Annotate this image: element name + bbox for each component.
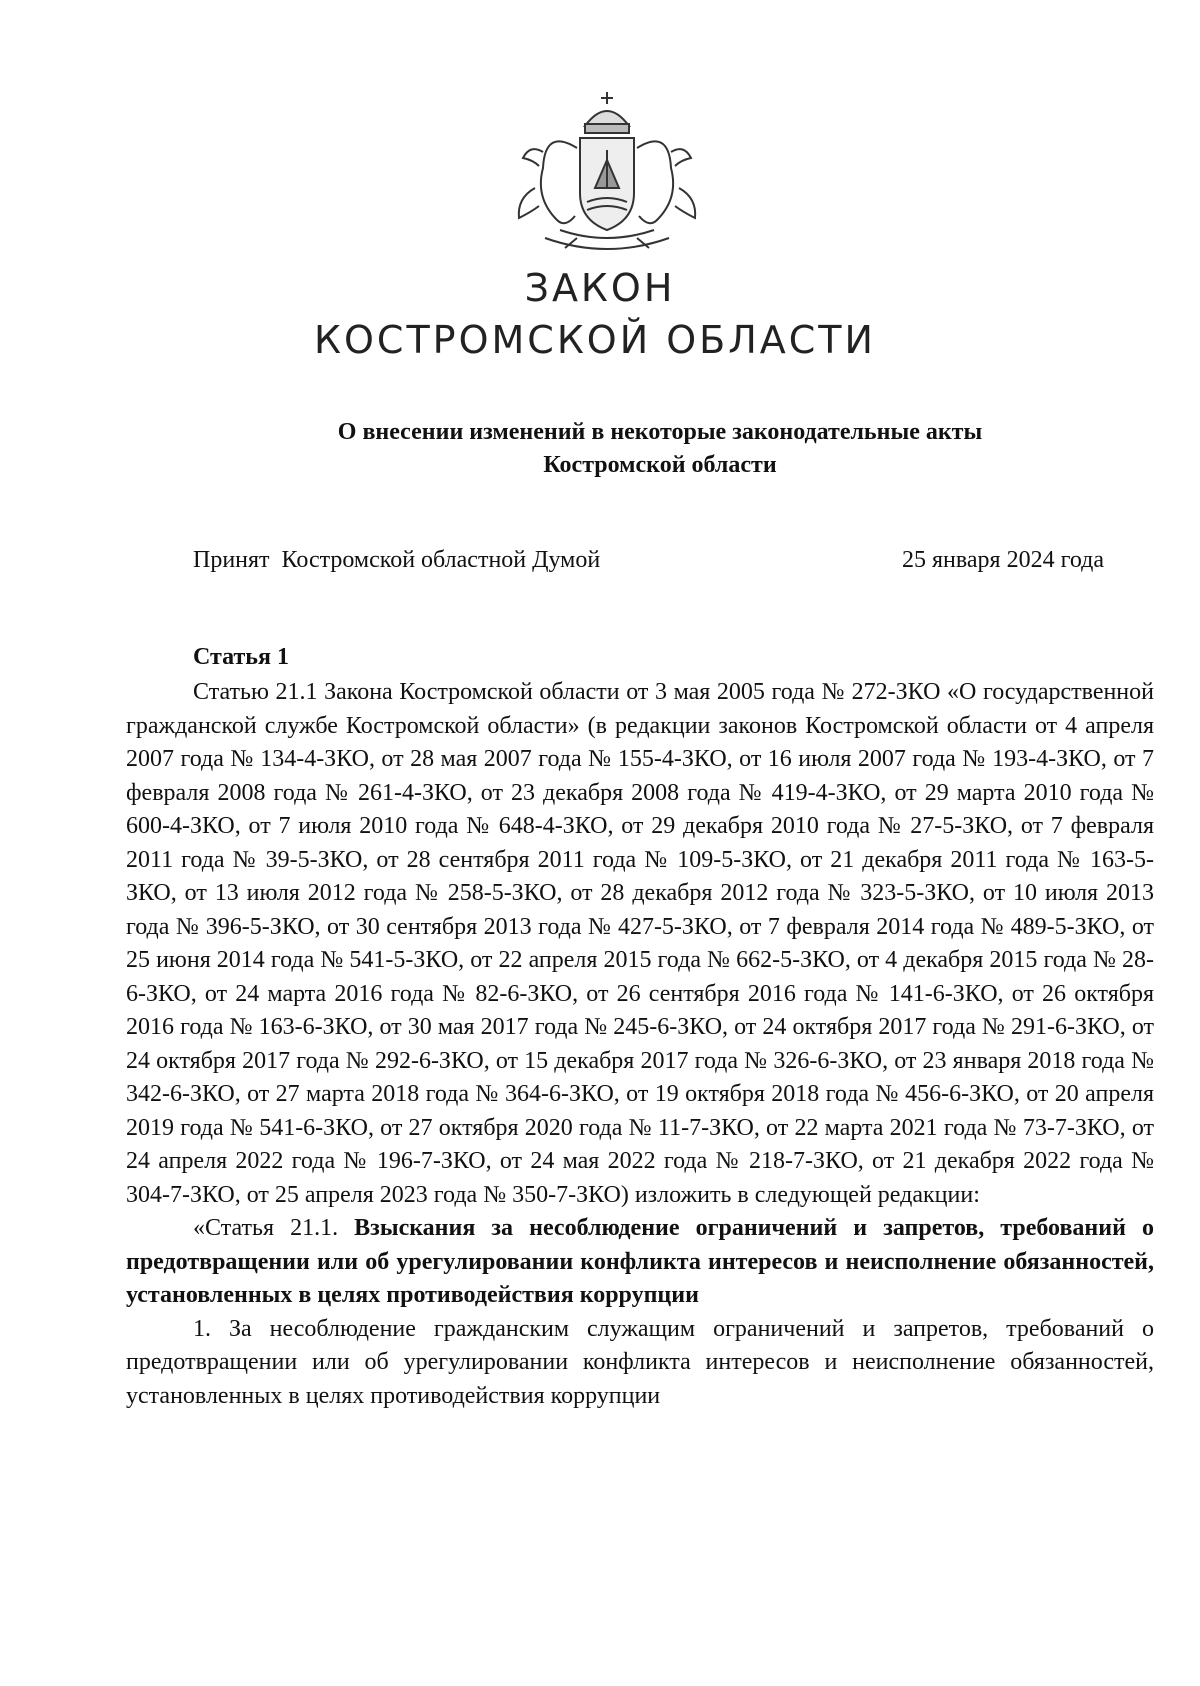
new-article-prefix: «Статья 21.1. bbox=[193, 1215, 355, 1241]
clause-paragraph: 1. За несоблюдение гражданским служащим ограничений и запретов, требований о предотвращении или об урегулировании конфликта интересов и неисполнение обязанностей, установленных в целях противодействия коррупции bbox=[126, 1315, 1154, 1409]
adoption-line bbox=[193, 547, 1104, 574]
new-article-heading: Взыскания за несоблюдение ограничений и запретов, требований о предотвращении или об урегулировании конфликта интересов и неисполнение обязанностей, установленных в целях противодействия коррупции bbox=[126, 1215, 1154, 1308]
law-subject bbox=[250, 416, 1070, 482]
new-article-paragraph bbox=[126, 1212, 1154, 1313]
subject-line-1: О внесении изменений в некоторые законодательные акты bbox=[337, 419, 983, 445]
law-title: ЗАКОН bbox=[524, 266, 676, 310]
article-title: Статья 1 bbox=[193, 644, 289, 670]
subject-line-2: Костромской области bbox=[543, 452, 777, 478]
adopted-date: 25 января 2024 года bbox=[901, 547, 1104, 573]
article-paragraph: Статью 21.1 Закона Костромской области от 3 мая 2005 года № 272-ЗКО «О государственной гражданской службе Костромской области» (в редакции законов Костромской области от 4 апреля 2007 года № 134-4-ЗКО, от 28 мая 2007 года № 155-4-ЗКО, от 16 июля 2007 года № 193-4-ЗКО, от 7 февраля 2008 года № 261-4-ЗКО, от 23 декабря 2008 года № 419-4-ЗКО, от 29 марта 2010 года № 600-4-ЗКО, от 7 июля 2010 года № 648-4-ЗКО, от 29 декабря 2010 года № 27-5-ЗКО, от 7 февраля 2011 года № 39-5-ЗКО, от 28 сентября 2011 года № 109-5-ЗКО, от 21 декабря 2011 года № 163-5-ЗКО, от 13 июля 2012 года № 258-5-ЗКО, от 28 декабря 2012 года № 323-5-ЗКО, от 10 июля 2013 года № 396-5-ЗКО, от 30 сентября 2013 года № 427-5-ЗКО, от 7 февраля 2014 года № 489-5-ЗКО, от 25 июня 2014 года № 541-5-ЗКО, от 22 апреля 2015 года № 662-5-ЗКО, от 4 декабря 2015 года № 28-6-ЗКО, от 24 марта 2016 года № 82-6-ЗКО, от 26 сентября 2016 года № 141-6-ЗКО, от 26 октября 2016 года № 163-6-ЗКО, от 30 мая 2017 года № 245-6-ЗКО, от 24 октября 2017 года № 291-6-ЗКО, от 24 октября 2017 года № 292-6-ЗКО, от 15 декабря 2017 года № 326-6-ЗКО, от 23 января 2018 года № 342-6-ЗКО, от 27 марта 2018 года № 364-6-ЗКО, от 19 октября 2018 года № 456-6-ЗКО, от 20 апреля 2019 года № 541-6-ЗКО, от 27 октября 2020 года № 11-7-ЗКО, от 22 марта 2021 года № 73-7-ЗКО, от 24 апреля 2022 года № 196-7-ЗКО, от 24 мая 2022 года № 218-7-ЗКО, от 21 декабря 2022 года № 304-7-ЗКО, от 25 апреля 2023 года № 350-7-ЗКО) изложить в следующей редакции: bbox=[126, 679, 1154, 1208]
article-body bbox=[126, 676, 1154, 1413]
coat-of-arms-emblem bbox=[505, 88, 710, 263]
adopted-by: Принят Костромской областной Думой bbox=[193, 547, 601, 573]
region-title: КОСТРОМСКОЙ ОБЛАСТИ bbox=[314, 318, 876, 362]
